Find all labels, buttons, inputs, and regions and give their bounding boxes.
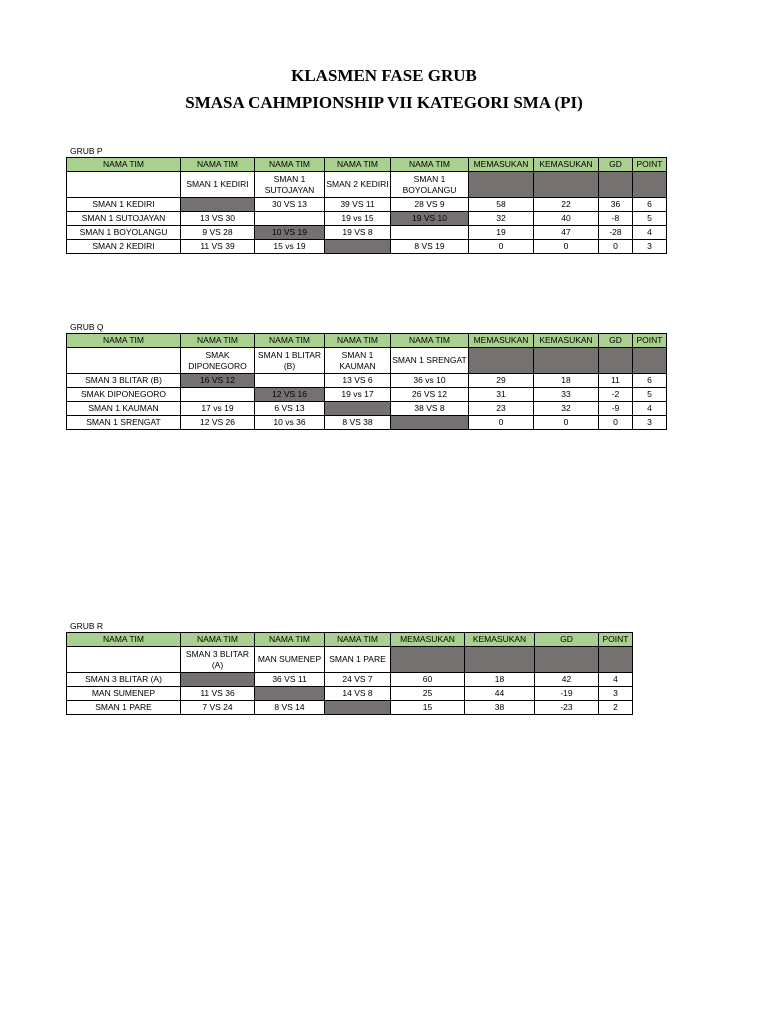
- shaded-cell: [599, 647, 633, 673]
- table-row: [67, 701, 633, 715]
- header-cell: NAMA TIM: [181, 334, 255, 348]
- match-score: 19 vs 17: [325, 388, 391, 402]
- conceded: 44: [465, 687, 535, 701]
- match-score: 36 VS 11: [255, 673, 325, 687]
- match-score: 26 VS 12: [391, 388, 469, 402]
- shaded-cell: [534, 348, 599, 374]
- match-score: 39 VS 11: [325, 198, 391, 212]
- match-score: 10 vs 36: [255, 416, 325, 430]
- match-score: 24 VS 7: [325, 673, 391, 687]
- goal-difference: 42: [535, 673, 599, 687]
- goal-difference: 0: [599, 416, 633, 430]
- group-p-table: [66, 157, 667, 254]
- team-name: MAN SUMENEP: [67, 687, 181, 701]
- scored: 32: [469, 212, 534, 226]
- shaded-cell: [325, 402, 391, 416]
- shaded-cell: [534, 172, 599, 198]
- opponent-name: SMAN 2 KEDIRI: [325, 172, 391, 198]
- match-score: 10 VS 19: [255, 226, 325, 240]
- goal-difference: -23: [535, 701, 599, 715]
- header-cell: POINT: [633, 158, 667, 172]
- table-row: [67, 198, 667, 212]
- table-row: [67, 240, 667, 254]
- header-cell: KEMASUKAN: [534, 158, 599, 172]
- points: 6: [633, 198, 667, 212]
- match-score: 11 VS 36: [181, 687, 255, 701]
- group-label-q: GRUB Q: [70, 322, 104, 332]
- match-score: 30 VS 13: [255, 198, 325, 212]
- match-score: 12 VS 26: [181, 416, 255, 430]
- scored: 23: [469, 402, 534, 416]
- points: 4: [633, 402, 667, 416]
- scored: 0: [469, 416, 534, 430]
- conceded: 38: [465, 701, 535, 715]
- empty-cell: [391, 226, 469, 240]
- goal-difference: -2: [599, 388, 633, 402]
- header-cell: KEMASUKAN: [534, 334, 599, 348]
- scored: 29: [469, 374, 534, 388]
- team-name: SMAN 3 BLITAR (B): [67, 374, 181, 388]
- conceded: 32: [534, 402, 599, 416]
- team-name: SMAN 1 SUTOJAYAN: [67, 212, 181, 226]
- table-row: [67, 226, 667, 240]
- match-score: 6 VS 13: [255, 402, 325, 416]
- match-score: 28 VS 9: [391, 198, 469, 212]
- match-score: 19 VS 10: [391, 212, 469, 226]
- points: 3: [633, 240, 667, 254]
- table-header-row: [67, 334, 667, 348]
- empty-cell: [181, 388, 255, 402]
- table-row: [67, 402, 667, 416]
- opponent-name: SMAK DIPONEGORO: [181, 348, 255, 374]
- match-score: 11 VS 39: [181, 240, 255, 254]
- table-header-row: [67, 158, 667, 172]
- empty-cell: [67, 348, 181, 374]
- opponent-row: [67, 647, 633, 673]
- scored: 15: [391, 701, 465, 715]
- goal-difference: 36: [599, 198, 633, 212]
- table-row: [67, 416, 667, 430]
- shaded-cell: [469, 172, 534, 198]
- scored: 19: [469, 226, 534, 240]
- header-cell: GD: [599, 158, 633, 172]
- team-name: SMAN 3 BLITAR (A): [67, 673, 181, 687]
- points: 3: [633, 416, 667, 430]
- match-score: 38 VS 8: [391, 402, 469, 416]
- shaded-cell: [325, 701, 391, 715]
- header-cell: GD: [599, 334, 633, 348]
- goal-difference: 11: [599, 374, 633, 388]
- opponent-name: MAN SUMENEP: [255, 647, 325, 673]
- team-name: SMAN 1 BOYOLANGU: [67, 226, 181, 240]
- scored: 25: [391, 687, 465, 701]
- match-score: 8 VS 19: [391, 240, 469, 254]
- points: 3: [599, 687, 633, 701]
- opponent-name: SMAN 1 PARE: [325, 647, 391, 673]
- header-cell: NAMA TIM: [255, 633, 325, 647]
- header-cell: KEMASUKAN: [465, 633, 535, 647]
- points: 6: [633, 374, 667, 388]
- header-cell: NAMA TIM: [391, 158, 469, 172]
- group-q-table: [66, 333, 667, 430]
- header-cell: NAMA TIM: [325, 334, 391, 348]
- match-score: 14 VS 8: [325, 687, 391, 701]
- goal-difference: -8: [599, 212, 633, 226]
- conceded: 18: [534, 374, 599, 388]
- empty-cell: [67, 172, 181, 198]
- shaded-cell: [599, 348, 633, 374]
- team-name: SMAN 1 PARE: [67, 701, 181, 715]
- goal-difference: -9: [599, 402, 633, 416]
- conceded: 0: [534, 240, 599, 254]
- opponent-name: SMAN 1 SUTOJAYAN: [255, 172, 325, 198]
- team-name: SMAN 1 SRENGAT: [67, 416, 181, 430]
- match-score: 9 VS 28: [181, 226, 255, 240]
- shaded-cell: [535, 647, 599, 673]
- match-score: 17 vs 19: [181, 402, 255, 416]
- conceded: 33: [534, 388, 599, 402]
- header-cell: MEMASUKAN: [469, 158, 534, 172]
- points: 2: [599, 701, 633, 715]
- opponent-name: SMAN 1 KEDIRI: [181, 172, 255, 198]
- scored: 31: [469, 388, 534, 402]
- header-cell: NAMA TIM: [325, 158, 391, 172]
- conceded: 40: [534, 212, 599, 226]
- match-score: 16 VS 12: [181, 374, 255, 388]
- group-label-p: GRUB P: [70, 146, 103, 156]
- shaded-cell: [465, 647, 535, 673]
- match-score: 12 VS 16: [255, 388, 325, 402]
- match-score: 19 vs 15: [325, 212, 391, 226]
- header-cell: NAMA TIM: [67, 633, 181, 647]
- points: 4: [633, 226, 667, 240]
- goal-difference: -28: [599, 226, 633, 240]
- opponent-name: SMAN 3 BLITAR (A): [181, 647, 255, 673]
- points: 5: [633, 212, 667, 226]
- header-cell: MEMASUKAN: [469, 334, 534, 348]
- match-score: 19 VS 8: [325, 226, 391, 240]
- table-row: [67, 687, 633, 701]
- group-r-table: [66, 632, 633, 715]
- empty-cell: [255, 374, 325, 388]
- goal-difference: 0: [599, 240, 633, 254]
- table-row: [67, 388, 667, 402]
- conceded: 22: [534, 198, 599, 212]
- empty-cell: [67, 647, 181, 673]
- table-row: [67, 673, 633, 687]
- shaded-cell: [599, 172, 633, 198]
- opponent-row: [67, 348, 667, 374]
- table-row: [67, 212, 667, 226]
- match-score: 15 vs 19: [255, 240, 325, 254]
- opponent-name: SMAN 1 SRENGAT: [391, 348, 469, 374]
- shaded-cell: [181, 673, 255, 687]
- team-name: SMAN 1 KEDIRI: [67, 198, 181, 212]
- header-cell: GD: [535, 633, 599, 647]
- shaded-cell: [391, 416, 469, 430]
- empty-cell: [255, 212, 325, 226]
- match-score: 7 VS 24: [181, 701, 255, 715]
- opponent-name: SMAN 1 BLITAR (B): [255, 348, 325, 374]
- scored: 58: [469, 198, 534, 212]
- shaded-cell: [181, 198, 255, 212]
- scored: 0: [469, 240, 534, 254]
- match-score: 13 VS 6: [325, 374, 391, 388]
- match-score: 8 VS 14: [255, 701, 325, 715]
- header-cell: NAMA TIM: [181, 158, 255, 172]
- header-cell: MEMASUKAN: [391, 633, 465, 647]
- match-score: 36 vs 10: [391, 374, 469, 388]
- shaded-cell: [633, 172, 667, 198]
- header-cell: NAMA TIM: [255, 334, 325, 348]
- match-score: 13 VS 30: [181, 212, 255, 226]
- opponent-name: SMAN 1 KAUMAN: [325, 348, 391, 374]
- header-cell: NAMA TIM: [255, 158, 325, 172]
- points: 4: [599, 673, 633, 687]
- page-title: KLASMEN FASE GRUB: [291, 66, 477, 85]
- header-cell: NAMA TIM: [325, 633, 391, 647]
- shaded-cell: [469, 348, 534, 374]
- shaded-cell: [255, 687, 325, 701]
- header-cell: NAMA TIM: [181, 633, 255, 647]
- scored: 60: [391, 673, 465, 687]
- conceded: 0: [534, 416, 599, 430]
- header-cell: NAMA TIM: [391, 334, 469, 348]
- shaded-cell: [391, 647, 465, 673]
- shaded-cell: [633, 348, 667, 374]
- conceded: 18: [465, 673, 535, 687]
- header-cell: POINT: [599, 633, 633, 647]
- page-subtitle: SMASA CAHMPIONSHIP VII KATEGORI SMA (PI): [185, 93, 583, 112]
- points: 5: [633, 388, 667, 402]
- match-score: 8 VS 38: [325, 416, 391, 430]
- team-name: SMAN 2 KEDIRI: [67, 240, 181, 254]
- opponent-row: [67, 172, 667, 198]
- header-cell: NAMA TIM: [67, 334, 181, 348]
- conceded: 47: [534, 226, 599, 240]
- team-name: SMAK DIPONEGORO: [67, 388, 181, 402]
- header-cell: NAMA TIM: [67, 158, 181, 172]
- table-header-row: [67, 633, 633, 647]
- table-row: [67, 374, 667, 388]
- shaded-cell: [325, 240, 391, 254]
- header-cell: POINT: [633, 334, 667, 348]
- team-name: SMAN 1 KAUMAN: [67, 402, 181, 416]
- goal-difference: -19: [535, 687, 599, 701]
- group-label-r: GRUB R: [70, 621, 104, 631]
- opponent-name: SMAN 1 BOYOLANGU: [391, 172, 469, 198]
